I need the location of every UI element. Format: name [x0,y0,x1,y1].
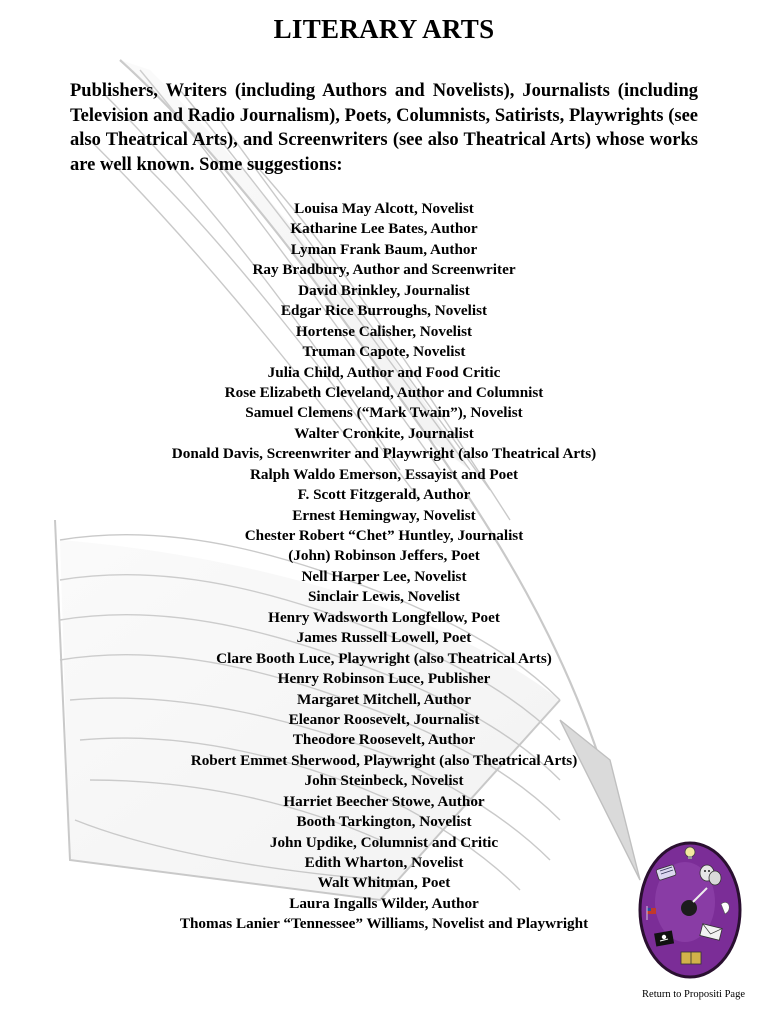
list-item: Robert Emmet Sherwood, Playwright (also Theatrical Arts) [190,751,578,769]
list-item: Rose Elizabeth Cleveland, Author and Columnist [224,383,544,401]
list-item: Eleanor Roosevelt, Journalist [288,710,480,728]
list-item: Henry Wadsworth Longfellow, Poet [268,608,500,626]
list-item: John Updike, Columnist and Critic [269,833,499,851]
return-to-propositi-link[interactable]: Return to Propositi Page [642,989,745,1000]
list-item: F. Scott Fitzgerald, Author [297,486,471,504]
list-item: Walter Cronkite, Journalist [294,424,474,442]
suggestions-list [0,199,768,935]
list-item: Ernest Hemingway, Novelist [292,506,476,524]
list-item: Sinclair Lewis, Novelist [307,588,461,606]
book-icon [681,952,701,964]
list-item: Henry Robinson Luce, Publisher [277,670,491,688]
list-item: Margaret Mitchell, Author [297,690,471,708]
list-item: Hortense Calisher, Novelist [295,322,473,340]
list-item: Harriet Beecher Stowe, Author [283,792,485,810]
list-item: (John) Robinson Jeffers, Poet [288,547,480,565]
list-item: Edgar Rice Burroughs, Novelist [280,302,488,320]
list-item: Katharine Lee Bates, Author [290,220,478,238]
list-item: Ralph Waldo Emerson, Essayist and Poet [249,465,519,483]
list-item: David Brinkley, Journalist [298,281,470,299]
list-item: Thomas Lanier “Tennessee” Williams, Novelist and Playwright [179,915,589,933]
literary-arts-emblem[interactable] [637,840,743,980]
list-item: Clare Booth Luce, Playwright (also Theatrical Arts) [216,649,552,667]
list-item: Chester Robert “Chet” Huntley, Journalist [244,527,524,544]
list-item: Lyman Frank Baum, Author [290,240,478,258]
intro-paragraph: Publishers, Writers (including Authors and Novelists), Journalists (including Television and Radio Journalism), Poets, Columnists, Satirists, Playwrights (see also Theatrical Arts), and Screenwriters (see also Theatrical Arts) whose works are well known. Some suggestions: [70,81,698,175]
list-item: Truman Capote, Novelist [302,343,466,361]
list-item: James Russell Lowell, Poet [296,629,472,647]
list-item: Julia Child, Author and Food Critic [267,363,501,381]
list-item: Louisa May Alcott, Novelist [294,200,474,217]
list-item: Ray Bradbury, Author and Screenwriter [252,261,516,279]
list-item: Theodore Roosevelt, Author [292,731,476,749]
list-item: Edith Wharton, Novelist [304,854,464,871]
list-item: Laura Ingalls Wilder, Author [289,894,479,912]
list-item: Donald Davis, Screenwriter and Playwright (also Theatrical Arts) [171,445,597,463]
page-title: LITERARY ARTS [273,14,495,44]
list-item: Booth Tarkington, Novelist [296,813,472,831]
list-item: Samuel Clemens (“Mark Twain”), Novelist [245,404,523,422]
list-item: Nell Harper Lee, Novelist [301,567,467,585]
list-item: John Steinbeck, Novelist [304,772,464,790]
list-item: Walt Whitman, Poet [317,874,451,892]
